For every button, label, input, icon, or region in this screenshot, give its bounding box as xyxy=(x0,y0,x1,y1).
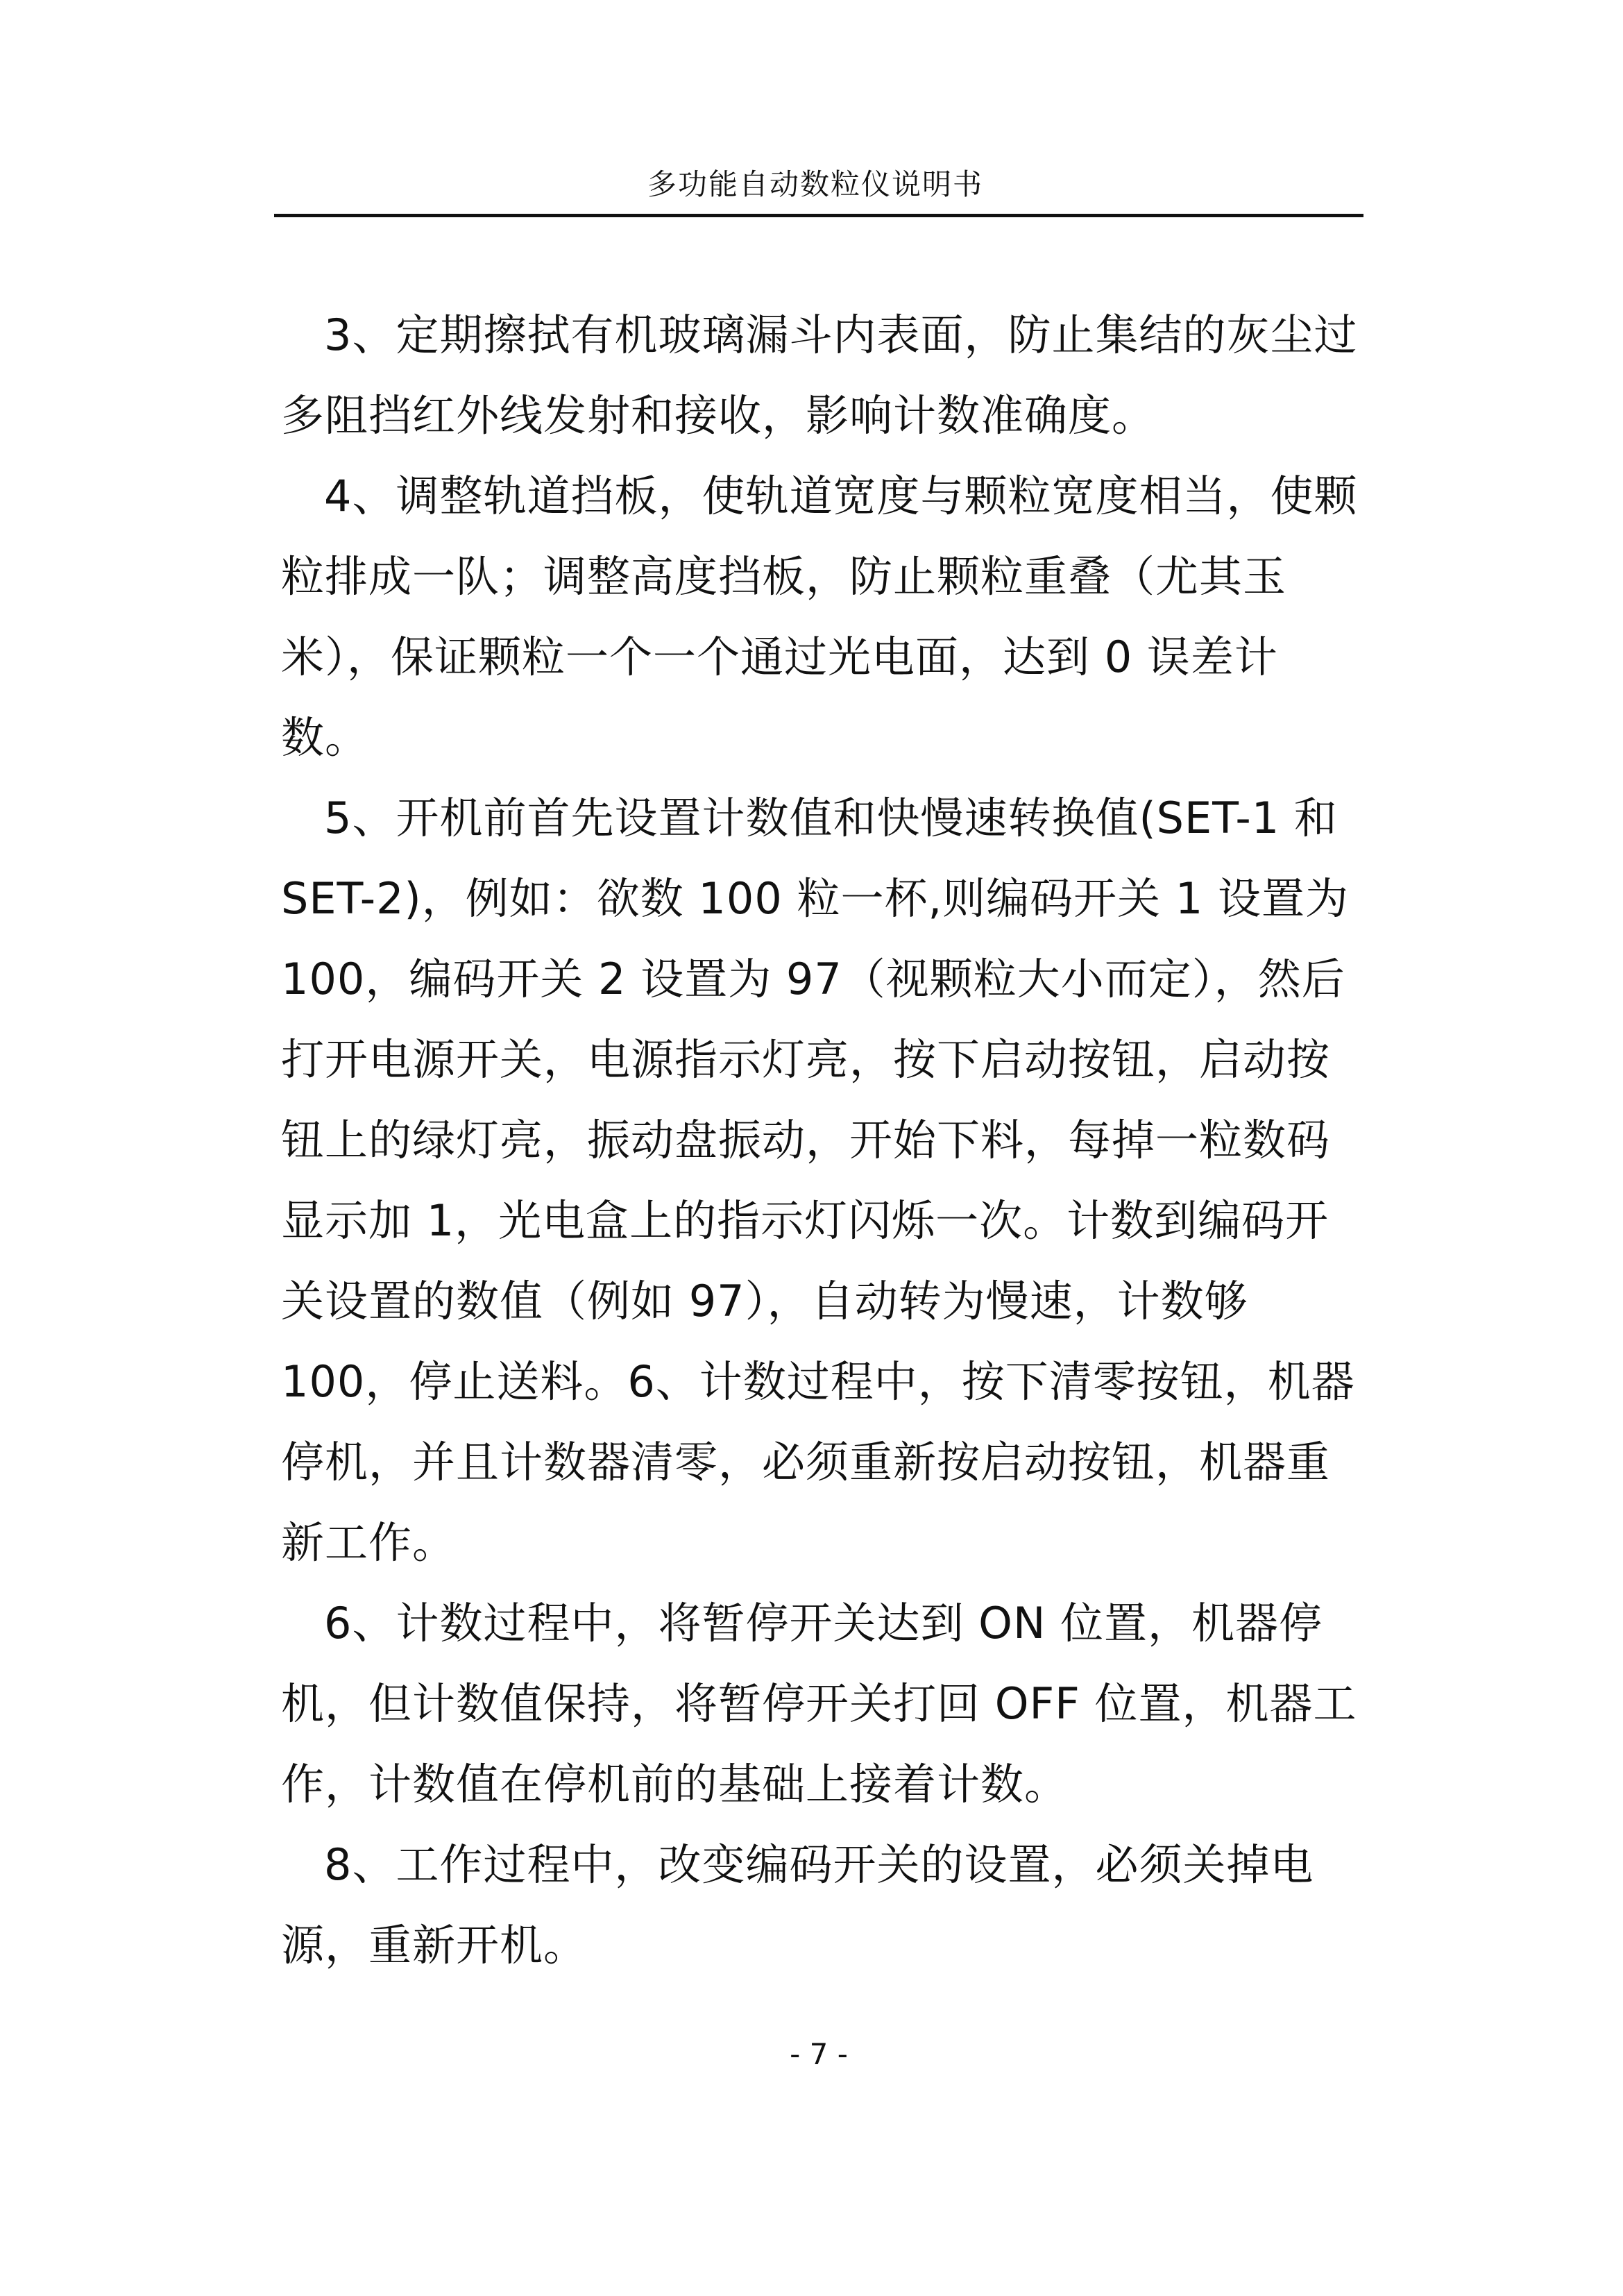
document-body xyxy=(281,295,1363,1986)
paragraph-step-3: 3、定期擦拭有机玻璃漏斗内表面，防止集结的灰尘过多阻挡红外线发射和接收，影响计数准确度。 xyxy=(281,310,1358,441)
paragraph-step-5: 5、开机前首先设置计数值和快慢速转换值(SET-1 和 SET-2)，例如：欲数 100 粒一杯,则编码开关 1 设置为 100，编码开关 2 设置为 97（视颗粒大小而定），然后打开电源开关，电源指示灯亮，按下启动按钮，启动按钮上的绿灯亮，振动盘振动，开始下料，每掉一粒数码显示加 1，光电盒上的指示灯闪烁一次。计数到编码开关设置的数值（例如 97），自动转为慢速，计数够 100，停止送料。6、计数过程中，按下清零按钮，机器停机，并且计数器清零，必须重新按启动按钮，机器重新工作。 xyxy=(281,793,1355,1568)
page-number: - 7 - xyxy=(790,2037,848,2071)
paragraph-step-6: 6、计数过程中，将暂停开关达到 ON 位置，机器停机，但计数值保持，将暂停开关打回 OFF 位置，机器工作，计数值在停机前的基础上接着计数。 xyxy=(281,1598,1357,1809)
paragraph-step-8: 8、工作过程中，改变编码开关的设置，必须关掉电源，重新开机。 xyxy=(281,1839,1314,1970)
header-divider xyxy=(274,214,1363,217)
page-header-title: 多功能自动数粒仪说明书 xyxy=(647,167,983,201)
paragraph-step-4: 4、调整轨道挡板，使轨道宽度与颗粒宽度相当，使颗粒排成一队；调整高度挡板，防止颗粒重叠（尤其玉米），保证颗粒一个一个通过光电面，达到 0 误差计数。 xyxy=(281,471,1358,763)
